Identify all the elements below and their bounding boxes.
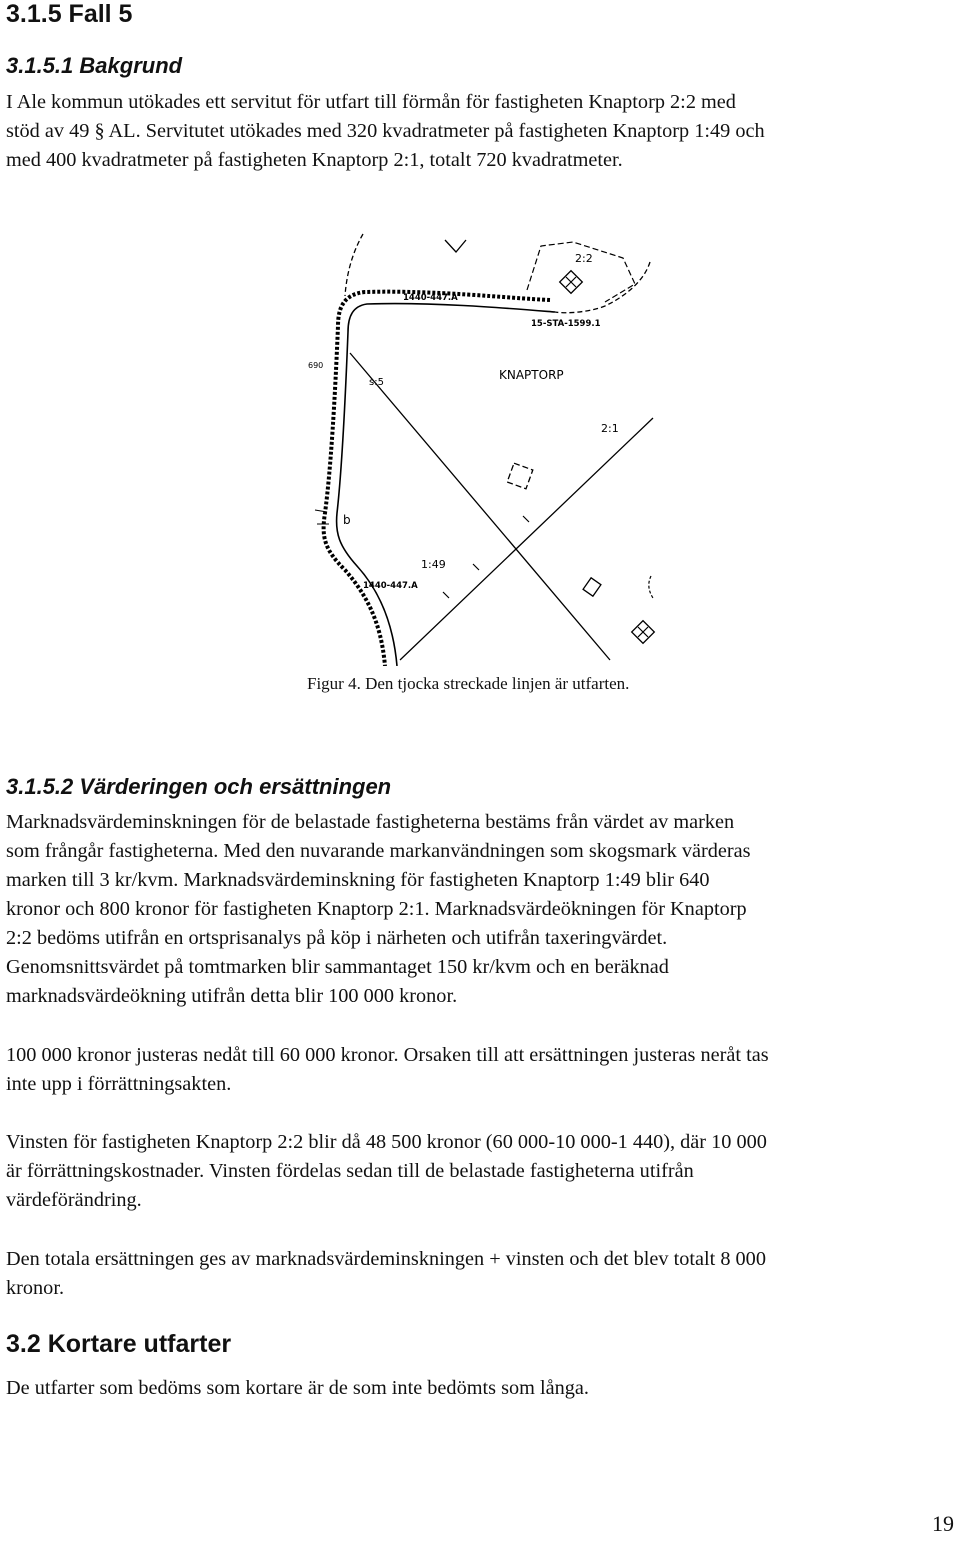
- building-symbol: [566, 277, 576, 287]
- subsection-heading-bakgrund: 3.1.5.1 Bakgrund: [6, 53, 183, 78]
- map-label-b: b: [343, 513, 351, 527]
- map-label-parcel-21: 2:1: [601, 422, 619, 435]
- access-road-edge: [337, 304, 555, 666]
- map-label-knaptorp: KNAPTORP: [499, 368, 564, 382]
- paragraph-vardering-2: 100 000 kronor justeras nedåt till 60 000 kronor. Orsaken till att ersättningen justeras neråt tas inte upp i förrättningsakten.: [6, 1044, 769, 1095]
- map-boundary-line: [527, 242, 635, 302]
- boundary-tick: [443, 516, 529, 598]
- paragraph-bakgrund: I Ale kommun utökades ett servitut för utfart till förmån för fastigheten Knaptorp 2:2 med stöd av 49 § AL. Servitutet utökades med 320 kvadratmeter på fastigheten Knaptorp 1:49 och med 400 kvadratmeter på fastigheten Knaptorp 2:1, totalt 720 kvadratmeter.: [6, 91, 765, 171]
- paragraph-vardering-3: Vinsten för fastigheten Knaptorp 2:2 blir då 48 500 kronor (60 000-10 000-1 440), där 10 000 är förrättningskostnader. Vinsten fördelas sedan till de belastade fastigheterna utifrån värdeförändring.: [6, 1131, 767, 1211]
- subsection-heading-varderingen: 3.1.5.2 Värderingen och ersättningen: [6, 774, 392, 799]
- property-map-figure: [305, 228, 657, 666]
- map-label-s5: s:5: [369, 377, 384, 388]
- map-label-boundary-right: 15-STA-1599.1: [531, 319, 601, 329]
- property-boundary-21: [400, 418, 653, 660]
- map-boundary-line: [649, 576, 653, 598]
- map-label-parcel-22: 2:2: [575, 252, 593, 265]
- map-label-boundary-bottom: 1440-447.A: [363, 581, 418, 591]
- section-heading-fall-5: 3.1.5 Fall 5: [6, 0, 133, 28]
- page-number: 19: [932, 1511, 954, 1536]
- property-boundary-149-21: [350, 353, 610, 660]
- building-symbol: [638, 627, 648, 637]
- map-label-boundary-top: 1440-447.A: [403, 293, 458, 303]
- map-label-690: 690: [308, 361, 324, 370]
- map-label-parcel-149: 1:49: [421, 558, 446, 571]
- building-symbol: [583, 578, 601, 596]
- map-survey-mark: [445, 240, 466, 252]
- paragraph-kortare-utfarter: De utfarter som bedöms som kortare är de som inte bedömts som långa.: [6, 1377, 589, 1399]
- map-boundary-line: [345, 234, 363, 296]
- section-heading-kortare-utfarter: 3.2 Kortare utfarter: [6, 1330, 232, 1358]
- paragraph-vardering-1: Marknadsvärdeminskningen för de belastade fastigheterna bestäms från värdet av marken som frångår fastigheterna. Med den nuvarande markanvändningen som skogsmark värderas marken till 3 kr/kvm. Marknadsvärdeminskning för fastigheten Knaptorp 1:49 blir 640 kronor och 800 kronor för fastigheten Knaptorp 2:1. Marknadsvärdeökningen för Knaptorp 2:2 bedöms utifrån en ortsprisanalys på köp i närheten och utifrån taxeringvärdet. Genomsnittsvärdet på tomtmarken blir sammantaget 150 kr/kvm och en beräknad marknadsvärdeökning utifrån detta blir 100 000 kronor.: [6, 811, 751, 1007]
- figure-caption: Figur 4. Den tjocka streckade linjen är utfarten.: [307, 674, 630, 693]
- building-symbol: [507, 463, 533, 489]
- access-road-line: [324, 292, 550, 666]
- map-boundary-line: [555, 262, 650, 313]
- paragraph-vardering-4: Den totala ersättningen ges av marknadsvärdeminskningen + vinsten och det blev totalt 8 000 kronor.: [6, 1248, 766, 1299]
